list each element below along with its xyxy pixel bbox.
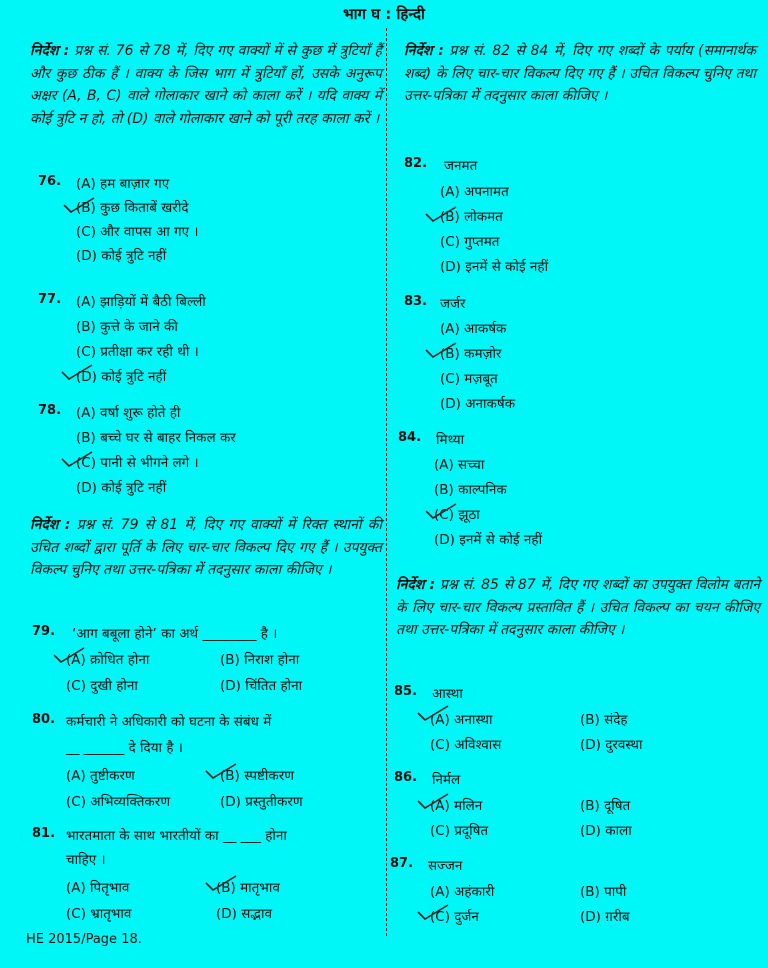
q79-option-c[interactable]: (C) दुखी होना	[66, 678, 138, 694]
q87-option-b[interactable]: (B) पापी	[580, 884, 627, 900]
q87-option-c[interactable]: (C) दुर्जन	[430, 909, 479, 925]
instruction-block-82-84	[404, 40, 756, 108]
q84-option-c[interactable]: (C) झूठा	[434, 507, 480, 523]
instruction-label: निर्देश :	[404, 43, 444, 59]
page-footer: HE 2015/Page 18.	[26, 932, 142, 947]
q81-option-a[interactable]: (A) पितृभाव	[66, 880, 130, 896]
q79-option-b[interactable]: (B) निराश होना	[220, 652, 300, 668]
q80-option-c[interactable]: (C) अभिव्यक्तिकरण	[66, 794, 171, 810]
instruction-label: निर्देश :	[396, 577, 436, 593]
q80-option-d[interactable]: (D) प्रस्तुतीकरण	[220, 794, 303, 810]
q82-option-b[interactable]: (B) लोकमत	[440, 209, 503, 225]
section-title: भाग घ : हिन्दी	[343, 5, 425, 23]
q76-option-b[interactable]: (B) कुछ किताबें खरीदे	[76, 200, 189, 216]
q85-word: आस्था	[432, 686, 463, 702]
q86-option-c[interactable]: (C) प्रदूषित	[430, 823, 489, 839]
q82-word: जनमत	[444, 158, 478, 174]
instruction-block-85-87	[396, 574, 760, 642]
tick-mark-icon	[60, 363, 94, 381]
q78-option-c[interactable]: (C) पानी से भीगने लगे ।	[76, 455, 199, 471]
tick-mark-icon	[416, 903, 450, 921]
q80-option-a[interactable]: (A) तुष्टीकरण	[66, 768, 135, 784]
q82-option-d[interactable]: (D) इनमें से कोई नहीं	[440, 259, 549, 275]
instruction-text: प्रश्न सं. 76 से 78 में, दिए गए वाक्यों में से कुछ में त्रुटियाँ हैं और कुछ ठीक हैं । वाक्य के जिस भाग में त्रुटियाँ हों, उसके अनुरूप अक्षर (A, B, C) वाले गोलाकार खाने को काला करें । यदि वाक्य में कोई त्रुटि न हो, तो (D) वाले गोलाकार खाने को पूरी तरह काला करें ।	[30, 43, 382, 127]
tick-mark-icon	[204, 874, 238, 892]
q81-option-b[interactable]: (B) मातृभाव	[216, 880, 280, 896]
q79-option-d[interactable]: (D) चिंतित होना	[220, 678, 303, 694]
q78-option-a[interactable]: (A) वर्षा शुरू होते ही	[76, 405, 181, 421]
q85-option-d[interactable]: (D) दुरवस्था	[580, 737, 643, 753]
tick-mark-icon	[424, 341, 458, 359]
q86-option-b[interactable]: (B) दूषित	[580, 798, 631, 814]
instruction-block-79-81	[30, 514, 382, 582]
question-number-85: 85.	[394, 684, 418, 699]
q78-option-b[interactable]: (B) बच्चे घर से बाहर निकल कर	[76, 430, 236, 446]
q79-option-a[interactable]: (A) क्रोधित होना	[66, 652, 150, 668]
tick-mark-icon	[424, 205, 458, 223]
q80-stem-line1: कर्मचारी ने अधिकारी को घटना के संबंध में	[66, 714, 272, 730]
question-number-80: 80.	[32, 712, 56, 727]
q83-option-a[interactable]: (A) आकर्षक	[440, 321, 507, 337]
instruction-block-76-78	[30, 40, 382, 130]
q77-option-d[interactable]: (D) कोई त्रुटि नहीं	[76, 369, 167, 385]
q85-option-b[interactable]: (B) संदेह	[580, 712, 628, 728]
instruction-label: निर्देश :	[30, 43, 70, 59]
q83-option-d[interactable]: (D) अनाकर्षक	[440, 396, 516, 412]
q81-option-c[interactable]: (C) भ्रातृभाव	[66, 906, 132, 922]
column-divider	[386, 28, 387, 936]
q86-option-a[interactable]: (A) मलिन	[430, 798, 483, 814]
instruction-text: प्रश्न सं. 85 से 87 में, दिए गए शब्दों का उपयुक्त विलोम बताने के लिए चार-चार विकल्प प्रस्तावित हैं । उचित विकल्प का चयन कीजिए तथा उत्तर-पत्रिका में तदनुसार काला कीजिए ।	[396, 577, 761, 638]
q81-stem-line2: चाहिए ।	[66, 852, 106, 868]
q85-option-c[interactable]: (C) अविश्वास	[430, 737, 502, 753]
q83-option-b[interactable]: (B) कमज़ोर	[440, 346, 502, 362]
instruction-label: निर्देश :	[30, 517, 71, 533]
q84-option-a[interactable]: (A) सच्चा	[434, 457, 485, 473]
q76-option-d[interactable]: (D) कोई त्रुटि नहीं	[76, 248, 167, 264]
q82-option-c[interactable]: (C) गुप्तमत	[440, 234, 500, 250]
question-number-81: 81.	[32, 826, 56, 841]
tick-mark-icon	[416, 792, 450, 810]
tick-mark-icon	[204, 762, 238, 780]
tick-mark-icon	[52, 646, 86, 664]
q77-option-b[interactable]: (B) कुत्ते के जाने की	[76, 319, 178, 335]
q87-option-a[interactable]: (A) अहंकारी	[430, 884, 495, 900]
q81-stem-line1: भारतमाता के साथ भारतीयों का __ ___ होना	[66, 828, 287, 844]
q77-option-c[interactable]: (C) प्रतीक्षा कर रही थी ।	[76, 344, 199, 360]
question-number-76: 76.	[38, 174, 62, 189]
tick-mark-icon	[424, 502, 458, 520]
q87-option-d[interactable]: (D) ग़रीब	[580, 909, 630, 925]
question-number-86: 86.	[394, 770, 418, 785]
q84-word: मिथ्या	[436, 432, 465, 448]
instruction-text: प्रश्न सं. 82 से 84 में, दिए गए शब्दों के पर्याय (समानार्थक शब्द) के लिए चार-चार विकल्प दिए गए हैं । उचित विकल्प चुनिए तथा उत्तर-पत्रिका में तदनुसार काला कीजिए ।	[404, 43, 756, 104]
q86-option-d[interactable]: (D) काला	[580, 823, 632, 839]
q83-word: जर्जर	[440, 296, 466, 312]
q79-stem: ‘आग बबूला होने’ का अर्थ ________ है ।	[72, 626, 278, 642]
q83-option-c[interactable]: (C) मज़बूत	[440, 371, 498, 387]
q84-option-b[interactable]: (B) काल्पनिक	[434, 482, 507, 498]
instruction-text: प्रश्न सं. 79 से 81 में, दिए गए वाक्यों में रिक्त स्थानों की उचित शब्दों द्वारा पूर्ति के लिए चार-चार विकल्प दिए गए हैं । उपयुक्त विकल्प चुनिए तथा उत्तर-पत्रिका में तदनुसार काला कीजिए ।	[30, 517, 382, 578]
q77-option-a[interactable]: (A) झाड़ियों में बैठी बिल्ली	[76, 294, 206, 310]
tick-mark-icon	[62, 196, 96, 214]
q78-option-d[interactable]: (D) कोई त्रुटि नहीं	[76, 480, 167, 496]
q80-stem-line2: __ ______ दे दिया है ।	[66, 740, 183, 756]
q82-option-a[interactable]: (A) अपनामत	[440, 184, 509, 200]
question-number-79: 79.	[32, 624, 56, 639]
q84-option-d[interactable]: (D) इनमें से कोई नहीं	[434, 532, 543, 548]
q81-option-d[interactable]: (D) सद्भाव	[216, 906, 273, 922]
question-number-77: 77.	[38, 292, 62, 307]
q80-option-b[interactable]: (B) स्पष्टीकरण	[220, 768, 295, 784]
question-number-83: 83.	[404, 294, 428, 309]
question-number-82: 82.	[404, 156, 428, 171]
q87-word: सज्जन	[428, 858, 463, 874]
tick-mark-icon	[416, 704, 450, 722]
q76-option-c[interactable]: (C) और वापस आ गए ।	[76, 224, 199, 240]
tick-mark-icon	[60, 450, 94, 468]
question-number-87: 87.	[390, 856, 414, 871]
question-number-84: 84.	[398, 430, 422, 445]
q85-option-a[interactable]: (A) अनास्था	[430, 712, 493, 728]
q86-word: निर्मल	[432, 772, 461, 788]
q76-option-a[interactable]: (A) हम बाज़ार गए	[76, 176, 170, 192]
question-number-78: 78.	[38, 403, 62, 418]
